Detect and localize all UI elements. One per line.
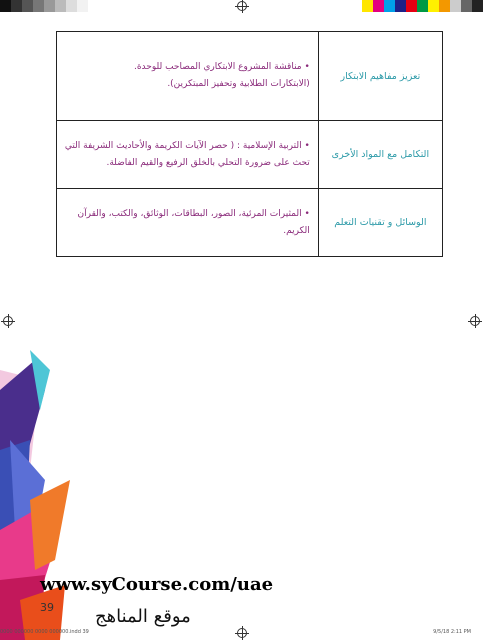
print-date: 9/5/18 2:11 PM	[433, 629, 471, 635]
lesson-table	[56, 31, 443, 257]
table-row	[57, 189, 443, 257]
page-number: 39	[40, 601, 54, 614]
table-row	[57, 32, 443, 121]
registration-mark-icon	[470, 316, 480, 326]
print-grayscale-bar	[0, 0, 88, 12]
row-heading: التكامل مع المواد الأخرى	[318, 121, 442, 189]
registration-mark-icon	[3, 316, 13, 326]
registration-mark-icon	[237, 1, 247, 11]
file-name: 0000 000000 0000 000000.indd 39	[0, 629, 89, 635]
row-description: • المثيرات المرئية، الصور، البطاقات، الوثائق، والكتب، والقرآن الكريم.	[57, 189, 319, 257]
row-description: • التربية الإسلامية : ( حصر الآيات الكريمة والأحاديث الشريفة التي تحث على ضرورة التحلي بالخلق الرفيع والقيم الفاضلة.	[57, 121, 319, 189]
website-url[interactable]: www.syCourse.com/uae	[40, 574, 274, 595]
print-color-bar	[362, 0, 483, 12]
row-heading: تعزيز مفاهيم الابتكار	[318, 32, 442, 121]
row-description: • مناقشة المشروع الابتكاري المصاحب للوحدة. (الابتكارات الطلابية وتحفيز المبتكرين).	[57, 32, 319, 121]
table-row	[57, 121, 443, 189]
registration-mark-icon	[237, 628, 247, 638]
row-heading: الوسائل و تقنيات التعلم	[318, 189, 442, 257]
site-name: موقع المناهج	[95, 606, 191, 627]
